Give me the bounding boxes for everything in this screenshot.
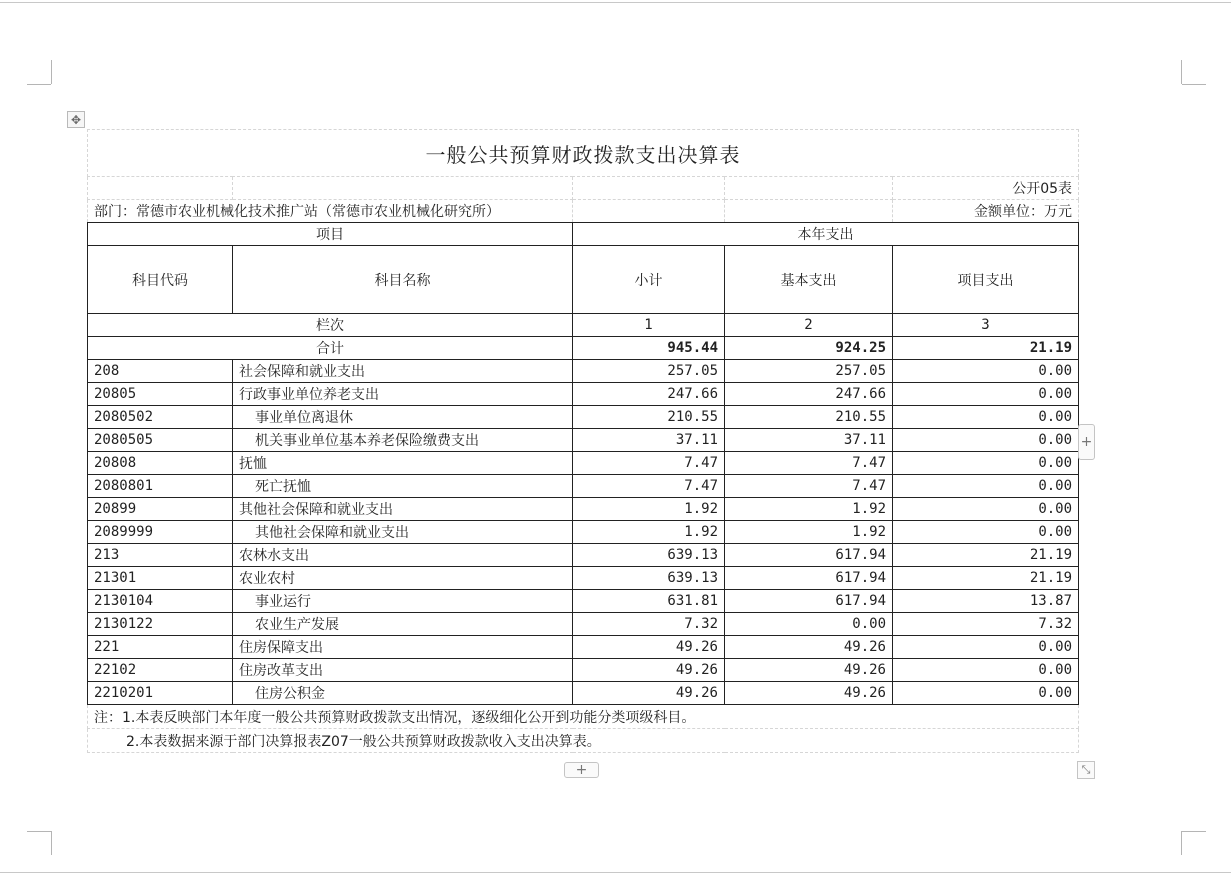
form-number: 公开05表 (893, 177, 1079, 200)
table-resize-handle[interactable] (1077, 761, 1095, 779)
row-code: 2210201 (88, 682, 233, 705)
row-code: 2080801 (88, 475, 233, 498)
column-number-2: 2 (725, 314, 893, 337)
table-row (88, 406, 1079, 429)
row-subtotal: 247.66 (573, 383, 725, 406)
row-basic: 49.26 (725, 682, 893, 705)
total-basic: 924.25 (725, 337, 893, 360)
department-label: 部门：常德市农业机械化技术推广站（常德市农业机械化研究所） (88, 200, 573, 223)
table-row (88, 498, 1079, 521)
row-subtotal: 37.11 (573, 429, 725, 452)
amount-unit: 金额单位：万元 (893, 200, 1079, 223)
row-code: 2089999 (88, 521, 233, 544)
crop-mark-bottom-right-v (1181, 831, 1182, 855)
row-code: 20899 (88, 498, 233, 521)
plus-icon: + (1080, 434, 1093, 450)
row-basic: 617.94 (725, 567, 893, 590)
column-number-1: 1 (573, 314, 725, 337)
table-row (88, 521, 1079, 544)
table-row (88, 429, 1079, 452)
header-item-group: 项目 (88, 223, 573, 246)
row-subtotal: 7.32 (573, 613, 725, 636)
table-row (88, 636, 1079, 659)
row-name: 农业农村 (233, 567, 573, 590)
row-project: 0.00 (893, 406, 1079, 429)
row-name: 社会保障和就业支出 (233, 360, 573, 383)
blank-cell (573, 200, 725, 223)
table-row (88, 475, 1079, 498)
table-row (88, 659, 1079, 682)
table-row (88, 544, 1079, 567)
table-row (88, 567, 1079, 590)
row-name: 住房保障支出 (233, 636, 573, 659)
row-code: 2130104 (88, 590, 233, 613)
header-code: 科目代码 (88, 246, 233, 314)
row-name: 农林水支出 (233, 544, 573, 567)
row-project: 7.32 (893, 613, 1079, 636)
row-subtotal: 49.26 (573, 682, 725, 705)
row-subtotal: 210.55 (573, 406, 725, 429)
row-project: 0.00 (893, 659, 1079, 682)
blank-cell (725, 177, 893, 200)
note-line-1: 注：1.本表反映部门本年度一般公共预算财政拨款支出情况，逐级细化公开到功能分类项级科目。 (88, 705, 1079, 729)
row-subtotal: 7.47 (573, 452, 725, 475)
column-number-3: 3 (893, 314, 1079, 337)
table-title: 一般公共预算财政拨款支出决算表 (88, 130, 1079, 177)
row-subtotal: 7.47 (573, 475, 725, 498)
table-move-handle[interactable] (67, 111, 85, 128)
total-label: 合计 (88, 337, 573, 360)
row-subtotal: 1.92 (573, 498, 725, 521)
row-name: 事业单位离退休 (233, 406, 573, 429)
row-code: 22102 (88, 659, 233, 682)
crop-mark-top-right-h (1182, 84, 1206, 85)
page-bottom-edge (0, 872, 1231, 873)
row-project: 0.00 (893, 383, 1079, 406)
row-project: 0.00 (893, 636, 1079, 659)
crop-mark-bottom-left-v (51, 831, 52, 855)
row-project: 0.00 (893, 452, 1079, 475)
crop-mark-top-left-v (51, 60, 52, 84)
row-code: 20805 (88, 383, 233, 406)
row-name: 机关事业单位基本养老保险缴费支出 (233, 429, 573, 452)
note-line-2: 2.本表数据来源于部门决算报表Z07一般公共预算财政拨款收入支出决算表。 (88, 729, 1079, 753)
table-row (88, 590, 1079, 613)
row-basic: 617.94 (725, 590, 893, 613)
row-project: 0.00 (893, 682, 1079, 705)
row-basic: 247.66 (725, 383, 893, 406)
row-label-cell: 栏次 (88, 314, 573, 337)
row-code: 208 (88, 360, 233, 383)
row-subtotal: 49.26 (573, 636, 725, 659)
row-project: 13.87 (893, 590, 1079, 613)
row-basic: 0.00 (725, 613, 893, 636)
row-project: 21.19 (893, 567, 1079, 590)
row-basic: 49.26 (725, 659, 893, 682)
crop-mark-bottom-right-h (1182, 831, 1206, 832)
row-project: 0.00 (893, 360, 1079, 383)
crop-mark-top-right-v (1181, 60, 1182, 84)
row-code: 2130122 (88, 613, 233, 636)
row-subtotal: 257.05 (573, 360, 725, 383)
blank-cell (233, 177, 573, 200)
plus-icon: + (575, 762, 588, 778)
table-row (88, 360, 1079, 383)
add-row-button[interactable] (564, 762, 599, 778)
crop-mark-top-left-h (27, 84, 51, 85)
row-basic: 37.11 (725, 429, 893, 452)
table-row (88, 613, 1079, 636)
total-subtotal: 945.44 (573, 337, 725, 360)
row-basic: 49.26 (725, 636, 893, 659)
row-basic: 257.05 (725, 360, 893, 383)
resize-diagonal-icon: ⤡ (1081, 763, 1091, 776)
blank-cell (88, 177, 233, 200)
table-row (88, 452, 1079, 475)
page-top-edge (0, 2, 1231, 3)
header-basic: 基本支出 (725, 246, 893, 314)
row-name: 住房公积金 (233, 682, 573, 705)
row-basic: 7.47 (725, 452, 893, 475)
header-project: 项目支出 (893, 246, 1079, 314)
row-basic: 1.92 (725, 498, 893, 521)
total-project: 21.19 (893, 337, 1079, 360)
row-project: 0.00 (893, 475, 1079, 498)
row-subtotal: 639.13 (573, 567, 725, 590)
row-code: 2080505 (88, 429, 233, 452)
row-basic: 1.92 (725, 521, 893, 544)
row-subtotal: 639.13 (573, 544, 725, 567)
row-name: 行政事业单位养老支出 (233, 383, 573, 406)
row-project: 0.00 (893, 498, 1079, 521)
row-subtotal: 1.92 (573, 521, 725, 544)
row-project: 0.00 (893, 521, 1079, 544)
row-project: 0.00 (893, 429, 1079, 452)
row-basic: 617.94 (725, 544, 893, 567)
row-name: 事业运行 (233, 590, 573, 613)
row-basic: 7.47 (725, 475, 893, 498)
add-column-button[interactable] (1078, 424, 1095, 460)
row-name: 农业生产发展 (233, 613, 573, 636)
move-arrows-icon: ✥ (70, 112, 82, 127)
header-subtotal: 小计 (573, 246, 725, 314)
row-code: 2080502 (88, 406, 233, 429)
row-name: 死亡抚恤 (233, 475, 573, 498)
row-subtotal: 631.81 (573, 590, 725, 613)
table-row (88, 682, 1079, 705)
row-code: 20808 (88, 452, 233, 475)
blank-cell (725, 200, 893, 223)
row-name: 住房改革支出 (233, 659, 573, 682)
row-name: 其他社会保障和就业支出 (233, 521, 573, 544)
expenditure-table (87, 129, 1079, 753)
table-row (88, 383, 1079, 406)
row-code: 213 (88, 544, 233, 567)
header-year-group: 本年支出 (573, 223, 1079, 246)
header-name: 科目名称 (233, 246, 573, 314)
row-code: 221 (88, 636, 233, 659)
row-subtotal: 49.26 (573, 659, 725, 682)
row-basic: 210.55 (725, 406, 893, 429)
row-project: 21.19 (893, 544, 1079, 567)
blank-cell (573, 177, 725, 200)
row-name: 其他社会保障和就业支出 (233, 498, 573, 521)
row-code: 21301 (88, 567, 233, 590)
row-name: 抚恤 (233, 452, 573, 475)
crop-mark-bottom-left-h (27, 831, 51, 832)
